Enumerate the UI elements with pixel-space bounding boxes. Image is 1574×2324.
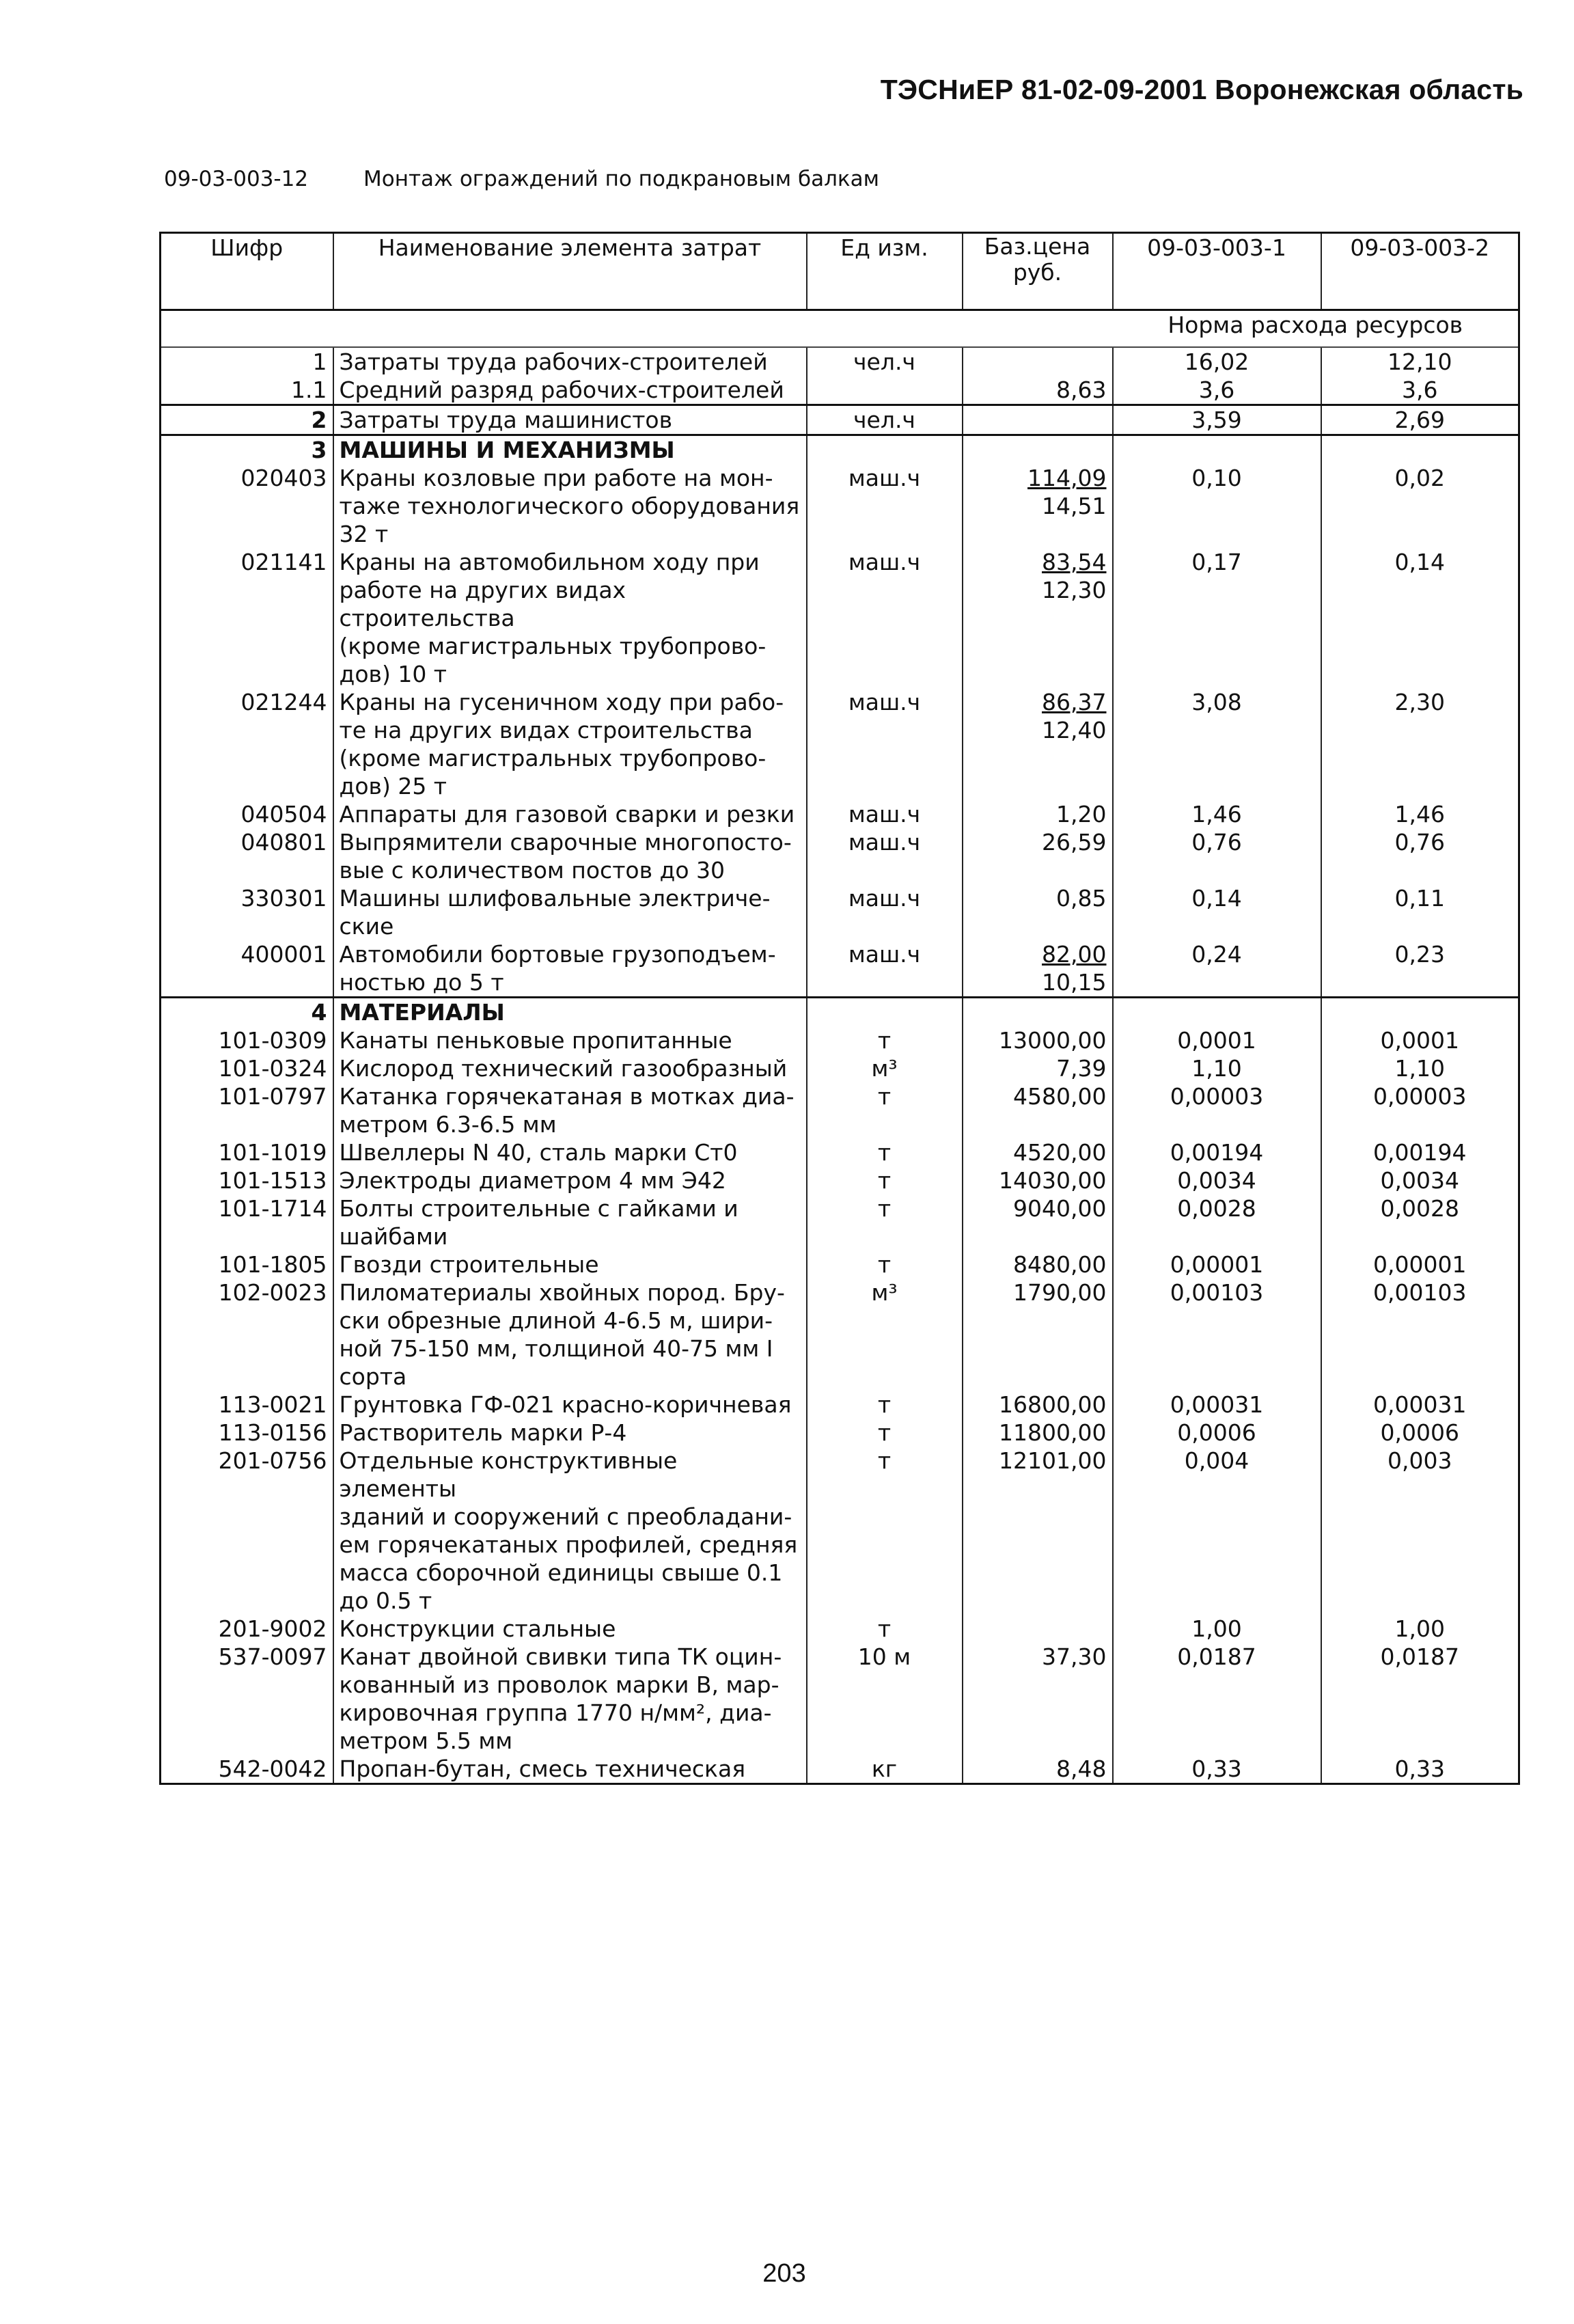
row-unit: маш.ч bbox=[807, 800, 963, 828]
row-code: 201-0756 bbox=[218, 1447, 327, 1474]
row-name: Болты строительные с гайками и шайбами bbox=[333, 1194, 807, 1250]
row-norm-1: 0,00103 bbox=[1113, 1279, 1321, 1391]
base-price-value: 12101,00 bbox=[999, 1447, 1107, 1474]
table-row bbox=[161, 347, 1519, 376]
row-name: МАТЕРИАЛЫ bbox=[333, 998, 807, 1027]
table-row bbox=[161, 1082, 1519, 1138]
base-price-value: 0,85 bbox=[1056, 885, 1107, 912]
row-base-price bbox=[963, 998, 1113, 1027]
row-norm-1: 1,10 bbox=[1113, 1054, 1321, 1082]
row-unit: маш.ч bbox=[807, 940, 963, 998]
row-name: Средний разряд рабочих-строителей bbox=[333, 376, 807, 405]
base-price-wage-value: 12,30 bbox=[1042, 577, 1107, 603]
row-name: Пропан-бутан, смесь техническая bbox=[333, 1755, 807, 1784]
norm-header-row bbox=[161, 310, 1519, 348]
row-base-price bbox=[963, 1194, 1113, 1250]
row-norm-2: 0,0006 bbox=[1321, 1419, 1519, 1447]
row-norm-1: 0,00031 bbox=[1113, 1391, 1321, 1419]
table-row bbox=[161, 376, 1519, 405]
table-row bbox=[161, 828, 1519, 884]
table-row bbox=[161, 688, 1519, 800]
base-price-value: 7,39 bbox=[1056, 1055, 1107, 1082]
row-unit: т bbox=[807, 1419, 963, 1447]
row-base-price bbox=[963, 1166, 1113, 1194]
table-row bbox=[161, 405, 1519, 435]
base-price-value: 1,20 bbox=[1056, 801, 1107, 828]
table-row bbox=[161, 1615, 1519, 1643]
row-name: Машины шлифовальные электриче- ские bbox=[333, 884, 807, 940]
row-name: Конструкции стальные bbox=[333, 1615, 807, 1643]
row-name: Канаты пеньковые пропитанные bbox=[333, 1026, 807, 1054]
row-code: 542-0042 bbox=[218, 1755, 327, 1782]
row-norm-2: 0,00003 bbox=[1321, 1082, 1519, 1138]
base-price-value: 1790,00 bbox=[1013, 1279, 1107, 1306]
row-norm-2: 0,0187 bbox=[1321, 1643, 1519, 1755]
norm-header-label: Норма расхода ресурсов bbox=[1113, 310, 1519, 348]
norm-code: 09-03-003-12 bbox=[164, 167, 309, 191]
row-base-price bbox=[963, 688, 1113, 800]
base-price-value: 4520,00 bbox=[1013, 1139, 1107, 1166]
column-header-shifr: Шифр bbox=[161, 233, 333, 310]
row-code: 537-0097 bbox=[218, 1643, 327, 1670]
row-base-price bbox=[963, 1643, 1113, 1755]
row-code: 101-0309 bbox=[218, 1027, 327, 1054]
row-norm-1: 0,00194 bbox=[1113, 1138, 1321, 1166]
base-price-value: 4580,00 bbox=[1013, 1083, 1107, 1110]
row-name: МАШИНЫ И МЕХАНИЗМЫ bbox=[333, 435, 807, 465]
column-header-base-price: Баз.цена руб. bbox=[963, 233, 1113, 310]
row-norm-1: 0,24 bbox=[1113, 940, 1321, 998]
row-base-price bbox=[963, 1250, 1113, 1279]
table-row bbox=[161, 1138, 1519, 1166]
document-header: ТЭСНиЕР 81-02-09-2001 Воронежская область bbox=[880, 74, 1523, 105]
row-norm-2: 0,0028 bbox=[1321, 1194, 1519, 1250]
row-code: 101-1805 bbox=[218, 1251, 327, 1278]
row-norm-1: 1,46 bbox=[1113, 800, 1321, 828]
row-norm-1: 3,59 bbox=[1113, 405, 1321, 435]
base-price-value: 86,37 bbox=[1042, 689, 1107, 715]
row-norm-2: 1,10 bbox=[1321, 1054, 1519, 1082]
row-norm-1: 0,0187 bbox=[1113, 1643, 1321, 1755]
row-norm-2: 0,0001 bbox=[1321, 1026, 1519, 1054]
row-name: Отдельные конструктивные элементы зданий и сооружений с преобладани- ем горячекатаных профилей, средняя масса сборочной единицы свыше 0.1 до 0.5 т bbox=[333, 1447, 807, 1615]
row-norm-2: 0,00194 bbox=[1321, 1138, 1519, 1166]
row-code: 1.1 bbox=[291, 377, 327, 403]
row-base-price bbox=[963, 828, 1113, 884]
base-price-value: 13000,00 bbox=[999, 1027, 1107, 1054]
row-base-price bbox=[963, 347, 1113, 376]
row-code: 201-9002 bbox=[218, 1615, 327, 1642]
row-unit: т bbox=[807, 1391, 963, 1419]
base-price-value: 114,09 bbox=[1027, 465, 1107, 491]
base-price-value: 16800,00 bbox=[999, 1391, 1107, 1418]
row-norm-2: 0,33 bbox=[1321, 1755, 1519, 1784]
row-unit: т bbox=[807, 1250, 963, 1279]
row-unit bbox=[807, 998, 963, 1027]
row-norm-1: 0,76 bbox=[1113, 828, 1321, 884]
row-base-price bbox=[963, 376, 1113, 405]
row-code: 330301 bbox=[240, 885, 327, 912]
base-price-value: 37,30 bbox=[1042, 1643, 1107, 1670]
row-norm-1 bbox=[1113, 435, 1321, 465]
table-row bbox=[161, 1026, 1519, 1054]
row-unit bbox=[807, 376, 963, 405]
table-row bbox=[161, 464, 1519, 548]
base-price-value: 82,00 bbox=[1042, 941, 1107, 968]
row-code: 400001 bbox=[240, 941, 327, 968]
row-norm-2: 1,46 bbox=[1321, 800, 1519, 828]
table-row bbox=[161, 800, 1519, 828]
row-code: 020403 bbox=[240, 465, 327, 491]
row-unit: т bbox=[807, 1615, 963, 1643]
row-name: Выпрямители сварочные многопосто- вые с количеством постов до 30 bbox=[333, 828, 807, 884]
row-name: Электроды диаметром 4 мм Э42 bbox=[333, 1166, 807, 1194]
row-code: 101-0324 bbox=[218, 1055, 327, 1082]
table-row bbox=[161, 1755, 1519, 1784]
row-unit: т bbox=[807, 1194, 963, 1250]
row-norm-1 bbox=[1113, 998, 1321, 1027]
table-row bbox=[161, 1643, 1519, 1755]
row-norm-1: 0,0006 bbox=[1113, 1419, 1321, 1447]
row-norm-2: 0,11 bbox=[1321, 884, 1519, 940]
row-norm-1: 16,02 bbox=[1113, 347, 1321, 376]
row-base-price bbox=[963, 435, 1113, 465]
row-name: Грунтовка ГФ-021 красно-коричневая bbox=[333, 1391, 807, 1419]
row-code: 101-1513 bbox=[218, 1167, 327, 1194]
row-base-price bbox=[963, 1082, 1113, 1138]
row-base-price bbox=[963, 1054, 1113, 1082]
row-code: 101-1714 bbox=[218, 1195, 327, 1222]
row-norm-1: 3,08 bbox=[1113, 688, 1321, 800]
row-norm-2: 0,0034 bbox=[1321, 1166, 1519, 1194]
table-row bbox=[161, 1250, 1519, 1279]
row-norm-1: 0,17 bbox=[1113, 548, 1321, 688]
row-name: Пиломатериалы хвойных пород. Бру- ски обрезные длиной 4-6.5 м, шири- ной 75-150 мм, толщиной 40-75 мм I сорта bbox=[333, 1279, 807, 1391]
row-code: 4 bbox=[161, 998, 333, 1027]
row-norm-2: 2,30 bbox=[1321, 688, 1519, 800]
row-base-price bbox=[963, 1755, 1113, 1784]
row-unit: маш.ч bbox=[807, 688, 963, 800]
row-base-price bbox=[963, 1447, 1113, 1615]
row-name: Канат двойной свивки типа ТК оцин- кованный из проволок марки В, мар- кировочная группа 1770 н/мм², диа- метром 5.5 мм bbox=[333, 1643, 807, 1755]
table-row bbox=[161, 1194, 1519, 1250]
row-norm-2: 0,00001 bbox=[1321, 1250, 1519, 1279]
row-name: Краны козловые при работе на мон- таже технологического оборудования 32 т bbox=[333, 464, 807, 548]
norm-title: Монтаж ограждений по подкрановым балкам bbox=[363, 167, 880, 191]
row-norm-2: 0,00103 bbox=[1321, 1279, 1519, 1391]
resource-norm-table bbox=[159, 232, 1520, 1785]
row-unit: маш.ч bbox=[807, 464, 963, 548]
table-header-row bbox=[161, 233, 1519, 310]
row-unit: т bbox=[807, 1138, 963, 1166]
row-norm-1: 0,14 bbox=[1113, 884, 1321, 940]
column-header-norm-1: 09-03-003-1 bbox=[1113, 233, 1321, 310]
row-base-price bbox=[963, 1615, 1113, 1643]
table-row bbox=[161, 1419, 1519, 1447]
row-norm-2: 2,69 bbox=[1321, 405, 1519, 435]
table-row bbox=[161, 1054, 1519, 1082]
row-norm-1: 0,0034 bbox=[1113, 1166, 1321, 1194]
row-norm-2: 0,23 bbox=[1321, 940, 1519, 998]
row-norm-2: 0,00031 bbox=[1321, 1391, 1519, 1419]
row-name: Катанка горячекатаная в мотках диа- метром 6.3-6.5 мм bbox=[333, 1082, 807, 1138]
row-base-price bbox=[963, 1419, 1113, 1447]
row-code: 3 bbox=[161, 435, 333, 465]
base-price-value: 9040,00 bbox=[1013, 1195, 1107, 1222]
row-unit: маш.ч bbox=[807, 828, 963, 884]
table-row bbox=[161, 884, 1519, 940]
row-unit: 10 м bbox=[807, 1643, 963, 1755]
base-price-value: 8480,00 bbox=[1013, 1251, 1107, 1278]
row-code: 021141 bbox=[240, 549, 327, 575]
base-price-value: 26,59 bbox=[1042, 829, 1107, 856]
row-norm-1: 3,6 bbox=[1113, 376, 1321, 405]
row-norm-1: 0,00001 bbox=[1113, 1250, 1321, 1279]
row-unit: т bbox=[807, 1447, 963, 1615]
column-header-name: Наименование элемента затрат bbox=[333, 233, 807, 310]
table-row bbox=[161, 435, 1519, 465]
row-code: 101-0797 bbox=[218, 1083, 327, 1110]
norm-subtitle bbox=[164, 167, 879, 191]
row-unit: кг bbox=[807, 1755, 963, 1784]
row-norm-1: 0,00003 bbox=[1113, 1082, 1321, 1138]
base-price-value: 14030,00 bbox=[999, 1167, 1107, 1194]
row-code: 1 bbox=[312, 348, 327, 375]
row-base-price bbox=[963, 1279, 1113, 1391]
row-name: Растворитель марки Р-4 bbox=[333, 1419, 807, 1447]
row-base-price bbox=[963, 405, 1113, 435]
base-price-wage-value: 10,15 bbox=[1042, 969, 1107, 996]
row-name: Швеллеры N 40, сталь марки Ст0 bbox=[333, 1138, 807, 1166]
row-unit: м³ bbox=[807, 1279, 963, 1391]
row-norm-2: 0,003 bbox=[1321, 1447, 1519, 1615]
row-unit bbox=[807, 435, 963, 465]
row-name: Затраты труда машинистов bbox=[333, 405, 807, 435]
row-base-price bbox=[963, 548, 1113, 688]
row-unit: чел.ч bbox=[807, 347, 963, 376]
row-base-price bbox=[963, 800, 1113, 828]
row-code: 113-0021 bbox=[218, 1391, 327, 1418]
base-price-value: 11800,00 bbox=[999, 1419, 1107, 1446]
base-price-value: 8,63 bbox=[1056, 377, 1107, 403]
page-number: 203 bbox=[762, 2259, 806, 2288]
row-norm-1: 0,33 bbox=[1113, 1755, 1321, 1784]
row-name: Краны на автомобильном ходу при работе на других видах строительства (кроме магистральных трубопрово- дов) 10 т bbox=[333, 548, 807, 688]
row-code: 2 bbox=[161, 405, 333, 435]
table-row bbox=[161, 548, 1519, 688]
row-norm-2: 0,14 bbox=[1321, 548, 1519, 688]
row-code: 101-1019 bbox=[218, 1139, 327, 1166]
row-base-price bbox=[963, 464, 1113, 548]
row-norm-2: 3,6 bbox=[1321, 376, 1519, 405]
row-norm-1: 0,10 bbox=[1113, 464, 1321, 548]
row-norm-2: 0,76 bbox=[1321, 828, 1519, 884]
row-base-price bbox=[963, 1026, 1113, 1054]
row-norm-2 bbox=[1321, 998, 1519, 1027]
row-norm-1: 0,004 bbox=[1113, 1447, 1321, 1615]
base-price-wage-value: 14,51 bbox=[1042, 493, 1107, 519]
table-row bbox=[161, 1166, 1519, 1194]
row-unit: чел.ч bbox=[807, 405, 963, 435]
base-price-wage-value: 12,40 bbox=[1042, 717, 1107, 743]
row-code: 113-0156 bbox=[218, 1419, 327, 1446]
table-row bbox=[161, 1447, 1519, 1615]
row-code: 040504 bbox=[240, 801, 327, 828]
row-norm-2: 0,02 bbox=[1321, 464, 1519, 548]
row-unit: т bbox=[807, 1026, 963, 1054]
column-header-norm-2: 09-03-003-2 bbox=[1321, 233, 1519, 310]
row-norm-2: 1,00 bbox=[1321, 1615, 1519, 1643]
row-base-price bbox=[963, 884, 1113, 940]
row-name: Краны на гусеничном ходу при рабо- те на других видах строительства (кроме магистральных трубопрово- дов) 25 т bbox=[333, 688, 807, 800]
row-unit: т bbox=[807, 1082, 963, 1138]
row-norm-1: 1,00 bbox=[1113, 1615, 1321, 1643]
table-row bbox=[161, 940, 1519, 998]
row-name: Аппараты для газовой сварки и резки bbox=[333, 800, 807, 828]
row-name: Кислород технический газообразный bbox=[333, 1054, 807, 1082]
column-header-unit: Ед изм. bbox=[807, 233, 963, 310]
table-row bbox=[161, 1391, 1519, 1419]
base-price-value: 83,54 bbox=[1042, 549, 1107, 575]
row-code: 021244 bbox=[240, 689, 327, 715]
row-base-price bbox=[963, 1138, 1113, 1166]
row-unit: т bbox=[807, 1166, 963, 1194]
row-norm-2 bbox=[1321, 435, 1519, 465]
row-norm-1: 0,0028 bbox=[1113, 1194, 1321, 1250]
row-norm-2: 12,10 bbox=[1321, 347, 1519, 376]
base-price-value: 8,48 bbox=[1056, 1755, 1107, 1782]
row-name: Затраты труда рабочих-строителей bbox=[333, 347, 807, 376]
table-row bbox=[161, 1279, 1519, 1391]
table-row bbox=[161, 998, 1519, 1027]
row-base-price bbox=[963, 1391, 1113, 1419]
row-code: 040801 bbox=[240, 829, 327, 856]
row-unit: маш.ч bbox=[807, 548, 963, 688]
row-unit: м³ bbox=[807, 1054, 963, 1082]
row-norm-1: 0,0001 bbox=[1113, 1026, 1321, 1054]
row-base-price bbox=[963, 940, 1113, 998]
row-code: 102-0023 bbox=[218, 1279, 327, 1306]
row-unit: маш.ч bbox=[807, 884, 963, 940]
row-name: Гвозди строительные bbox=[333, 1250, 807, 1279]
row-name: Автомобили бортовые грузоподъем- ностью до 5 т bbox=[333, 940, 807, 998]
